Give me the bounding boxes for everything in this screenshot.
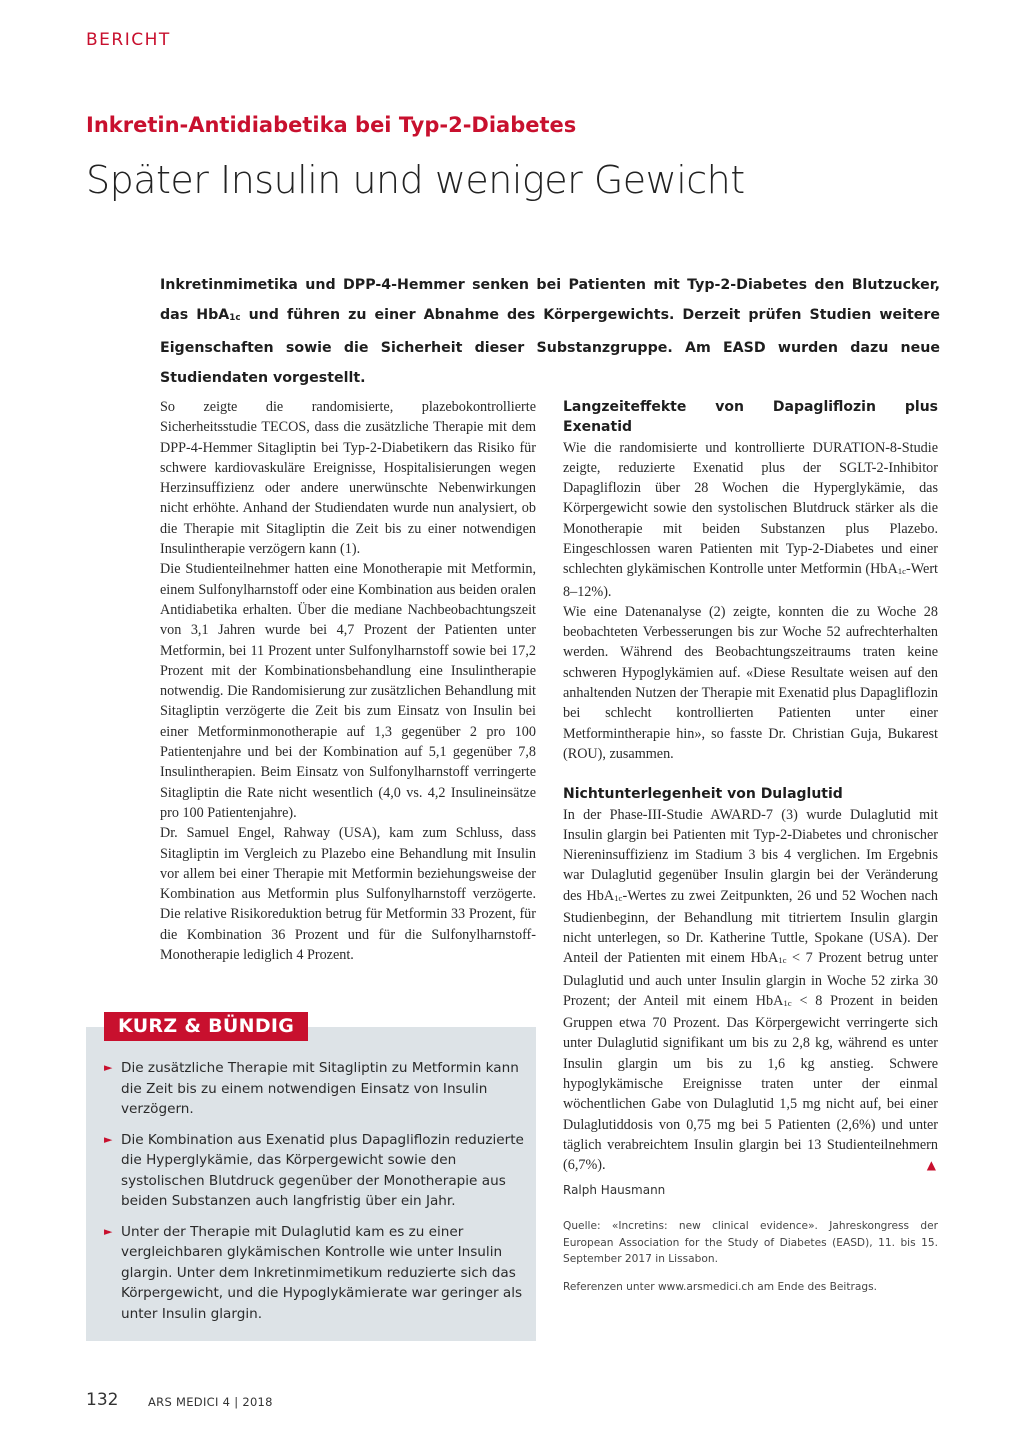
right-paragraph-3-text-a: In der Phase-III-Studie AWARD-7 (3) wurde Dulaglutid mit Insulin glargin bei Patienten mit Typ-2-Diabetes und chronischer Niereninsuffizienz im Stadium 3 bis 4 verglichen. Im Ergebnis war Dulaglutid gegenüber Insulin glargin bei der Veränderung des HbA (563, 806, 938, 904)
right-paragraph-2: Wie eine Datenanalyse (2) zeigte, konnten die zu Woche 28 beobachteten Verbesserungen bis zur Woche 52 aufrechterhalten werden. Während des Beobachtungszeitraums traten keine schweren Hypoglykämien auf. «Diese Resultate weisen auf den anhaltenden Nutzen der Therapie mit Exenatid plus Dapagliflozin bei schlecht kontrollierten Patienten unter einer Metformintherapie hin», so fasste Dr. Christian Guja, Bukarest (ROU), zusammen. (563, 603, 938, 762)
lead-text-2: und führen zu einer Abnahme des Körpergewichts. Derzeit prüfen Studien weitere Eigenschaften sowie die Sicherheit dieser Substanzgruppe. Am EASD wurden dazu neue Studiendaten vorgestellt. (160, 307, 941, 386)
right-paragraph-1-text: Wie die randomisierte und kontrollierte DURATION-8-Studie zeigte, reduzierte Exenatid plus der SGLT-2-Inhibitor Dapagliflozin über 28 Wochen die Hyperglykämie, das Körpergewicht sowie den systolischen Blutdruck stärker als die Monotherapie mit beiden Substanzen plus Plazebo. Eingeschlossen waren Patienten mit Typ-2-Diabetes und einer schlechten glykämischen Kontrolle unter Metformin (HbA (563, 439, 938, 578)
right-column (563, 397, 938, 1175)
article-end-triangle-icon: ▲ (926, 1158, 936, 1173)
journal-issue: ARS MEDICI 4 | 2018 (148, 1395, 273, 1409)
summary-item (104, 1058, 524, 1120)
triangle-bullet-icon: ► (104, 1132, 113, 1146)
summary-item (104, 1130, 524, 1212)
section-label: BERICHT (86, 30, 171, 50)
references-note: Referenzen unter www.arsmedici.ch am Ende des Beitrags. (563, 1281, 877, 1293)
subheading-dulaglutid: Nichtunterlegenheit von Dulaglutid (563, 786, 843, 803)
triangle-bullet-icon: ► (104, 1224, 113, 1238)
source-note: Quelle: «Incretins: new clinical evidence». Jahreskongress der European Association for the Study of Diabetes (EASD), 11. bis 15. September 2017 in Lissabon. (563, 1220, 938, 1265)
summary-list (104, 1058, 524, 1334)
hba1c-subscript: 1c (614, 892, 623, 903)
left-paragraph-2: Die Studienteilnehmer hatten eine Monotherapie mit Metformin, einem Sulfonylharnstoff oder eine Kombination aus beiden oralen Antidiabetika erhalten. Über die mediane Nachbeobachtungszeit von 3,1 Jahren wurde bei 4,7 Prozent der Patienten unter Metformin, bei 11 Prozent unter Sulfonylharnstoff sowie bei 17,2 Prozent mit der Kombinationsbehandlung eine Insulintherapie notwendig. Die Randomisierung zur zusätzlichen Behandlung mit Sitagliptin verzögerte die Zeit bis zum Einsatz von Insulin bei einer Metforminmonotherapie auf 1,3 gegenüber 2 pro 100 Patientenjahre und bei der Kombination auf 5,1 gegenüber 7,8 Insulintherapien. Beim Einsatz von Sulfonylharnstoff verringerte Sitagliptin die Rate nicht wesentlich (4,0 vs. 4,2 Insulineinsätze pro 100 Patientenjahre). (160, 561, 536, 821)
summary-item-text: Die zusätzliche Therapie mit Sitagliptin zu Metformin kann die Zeit bis zu einem notwendigen Einsatz von Insulin verzögern. (121, 1060, 519, 1117)
summary-item-text: Die Kombination aus Exenatid plus Dapagliflozin reduzierte die Hyperglykämie, das Körpergewicht sowie den systolischen Blutdruck gegenüber der Monotherapie aus beiden Substanzen auch langfristig über ein Jahr. (121, 1131, 524, 1209)
page-number: 132 (86, 1390, 119, 1410)
lead-subscript: 1c (229, 312, 241, 323)
lead-text-1: Inkretinmimetika und DPP-4-Hemmer senken bei Patienten mit Typ-2-Diabetes den Blutzucker, das HbA (160, 277, 940, 323)
summary-title: KURZ & BÜNDIG (104, 1012, 308, 1041)
article-kicker: Inkretin-Antidiabetika bei Typ-2-Diabetes (86, 113, 577, 137)
hba1c-subscript: 1c (778, 955, 787, 966)
triangle-bullet-icon: ► (104, 1061, 113, 1074)
left-paragraph-1: So zeigte die randomisierte, plazebokontrollierte Sicherheitsstudie TECOS, dass die zusätzliche Therapie mit dem DPP-4-Hemmer Sitagliptin bei Typ-2-Diabetikern das Risiko für schwere kardiovaskuläre Ereignisse, Hospitalisierungen wegen Herzinsuffizienz oder andere unerwünschte Nebenwirkungen nicht erhöhte. Anhand der Studiendaten wurde nun analysiert, ob die Therapie mit Sitagliptin die Zeit bis zu einer notwendigen Insulintherapie verzögern kann (1). (160, 399, 536, 558)
article-lead (160, 270, 940, 393)
author-name: Ralph Hausmann (563, 1183, 666, 1197)
right-paragraph-1 (563, 438, 938, 602)
hba1c-subscript: 1c (897, 566, 907, 577)
right-paragraph-3-text-c: < 7 Prozent betrug unter Dulaglutid und auch unter Insulin glargin in Woche 52 zirka 30 Prozent; der Anteil mit einem HbA (563, 950, 938, 1009)
right-paragraph-1-tail: -Wert 8–12%). (563, 561, 938, 600)
summary-item (104, 1222, 524, 1325)
left-paragraph-3: Dr. Samuel Engel, Rahway (USA), kam zum Schluss, dass Sitagliptin im Vergleich zu Plazebo eine Behandlung mit Insulin vor allem bei einer Therapie mit Metformin beziehungsweise der Kombination aus Metformin plus Sulfonylharnstoff verzögerte. Die relative Risikoreduktion betrug für Metformin 33 Prozent, für die Kombination 36 Prozent und für die Sulfonylharnstoff-Monotherapie lediglich 4 Prozent. (160, 825, 536, 964)
right-paragraph-3 (563, 805, 938, 1176)
left-column (160, 397, 536, 965)
summary-item-text: Unter der Therapie mit Dulaglutid kam es zu einer vergleichbaren glykämischen Kontrolle wie unter Insulin glargin. Unter dem Inkretinmimetikum reduzierte sich das Körpergewicht, und die Hypoglykämierate war geringer als unter Insulin glargin. (121, 1223, 523, 1322)
hba1c-subscript: 1c (783, 997, 792, 1008)
subheading-dapagliflozin: Langzeiteffekte von Dapagliflozin plus Exenatid (563, 399, 938, 436)
right-paragraph-3-text-d: < 8 Prozent in beiden Gruppen etwa 70 Prozent. Das Körpergewicht verringerte sich unter Dulaglutid signifikant um bis zu 2,8 kg, während es unter Insulin glargin um bis zu 1,6 kg anstieg. Schwere hypoglykämische Ereignisse traten unter der einmal wöchentlichen Gabe von Dulaglutid 1,5 mg nicht auf, bei einer Dulaglutiddosis von 0,75 mg bei 5 Patienten (2,6%) und unter täglich verabreichtem Insulin glargin bei 13 Studienteilnehmern (6,7%). (563, 992, 938, 1174)
right-paragraph-3-text-b: -Wertes zu zwei Zeitpunkten, 26 und 52 Wochen nach Studienbeginn, der Behandlung mit titriertem Insulin glargin nicht unterlegen, so Dr. Katherine Tuttle, Spokane (USA). Der Anteil der Patienten mit einem HbA (563, 887, 938, 967)
article-title: Später Insulin und weniger Gewicht (86, 158, 745, 202)
